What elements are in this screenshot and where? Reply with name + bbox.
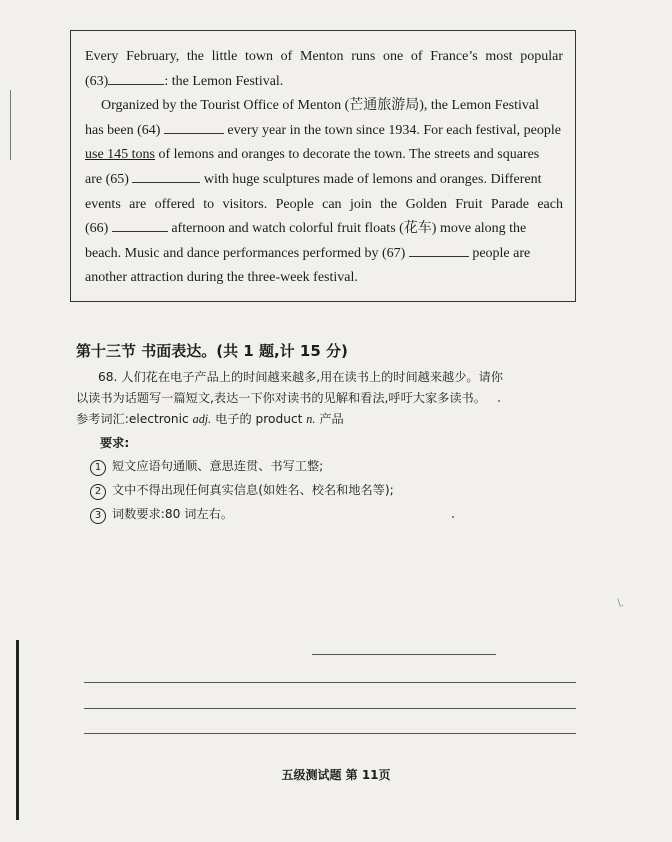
blank-64[interactable] [164, 119, 224, 134]
answer-writing-line[interactable] [84, 708, 576, 709]
answer-writing-line[interactable] [84, 682, 576, 683]
answer-writing-line[interactable] [84, 733, 576, 734]
page-footer: 五级测试题 第 11页 [281, 768, 391, 782]
passage-line-2: (63) : the Lemon Festival. [85, 70, 563, 95]
scan-speck [452, 516, 454, 518]
blank-66[interactable] [112, 217, 168, 232]
passage-line-6: are (65) with huge sculptures made of lemons and oranges. Different [85, 168, 563, 193]
passage-line-9: beach. Music and dance performances performed by (67) people are [85, 242, 563, 267]
requirement-item: 3 词数要求:80 词左右。 [76, 502, 596, 526]
scan-speck [498, 400, 500, 402]
passage-line-8: (66) afternoon and watch colorful fruit floats (花车) move along the [85, 217, 563, 242]
passage-line-1: Every February, the little town of Menton runs one of France’s most popular [85, 49, 563, 64]
passage-line-5: use 145 tons of lemons and oranges to decorate the town. The streets and squares [85, 147, 540, 163]
requirement-item: 1 短文应语句通顺、意思连贯、书写工整; [76, 454, 596, 478]
cloze-passage-box [70, 30, 576, 302]
scan-speck-mark: \. [617, 598, 624, 609]
writing-section [76, 340, 596, 526]
section-title: 第十三节 书面表达。(共 1 题,计 15 分) [76, 342, 348, 360]
scan-edge-mark [10, 90, 11, 160]
blank-65[interactable] [132, 168, 200, 183]
passage-line-7: events are offered to visitors. People can join the Golden Fruit Parade each [85, 196, 563, 212]
passage-line-10: another attraction during the three-week festival. [85, 270, 358, 286]
binding-margin-line [16, 640, 19, 820]
question-prompt: 68. 人们花在电子产品上的时间越来越多,用在读书上的时间越来越少。请你 以读书为话题写一篇短文,表达一下你对读书的见解和看法,呼吁大家多读书。 [76, 370, 503, 405]
requirement-item: 2 文中不得出现任何真实信息(如姓名、校名和地名等); [76, 478, 596, 502]
blank-67[interactable] [409, 242, 469, 257]
reference-vocabulary: 参考词汇:electronic adj. 电子的 product n. 产品 [76, 412, 344, 426]
passage-line-4: has been (64) every year in the town since 1934. For each festival, people [85, 119, 563, 144]
requirements-title: 要求: [100, 436, 130, 450]
title-writing-line[interactable] [312, 654, 496, 655]
passage-line-3: Organized by the Tourist Office of Menton (芒通旅游局), the Lemon Festival [101, 98, 539, 114]
blank-63[interactable] [108, 70, 164, 85]
